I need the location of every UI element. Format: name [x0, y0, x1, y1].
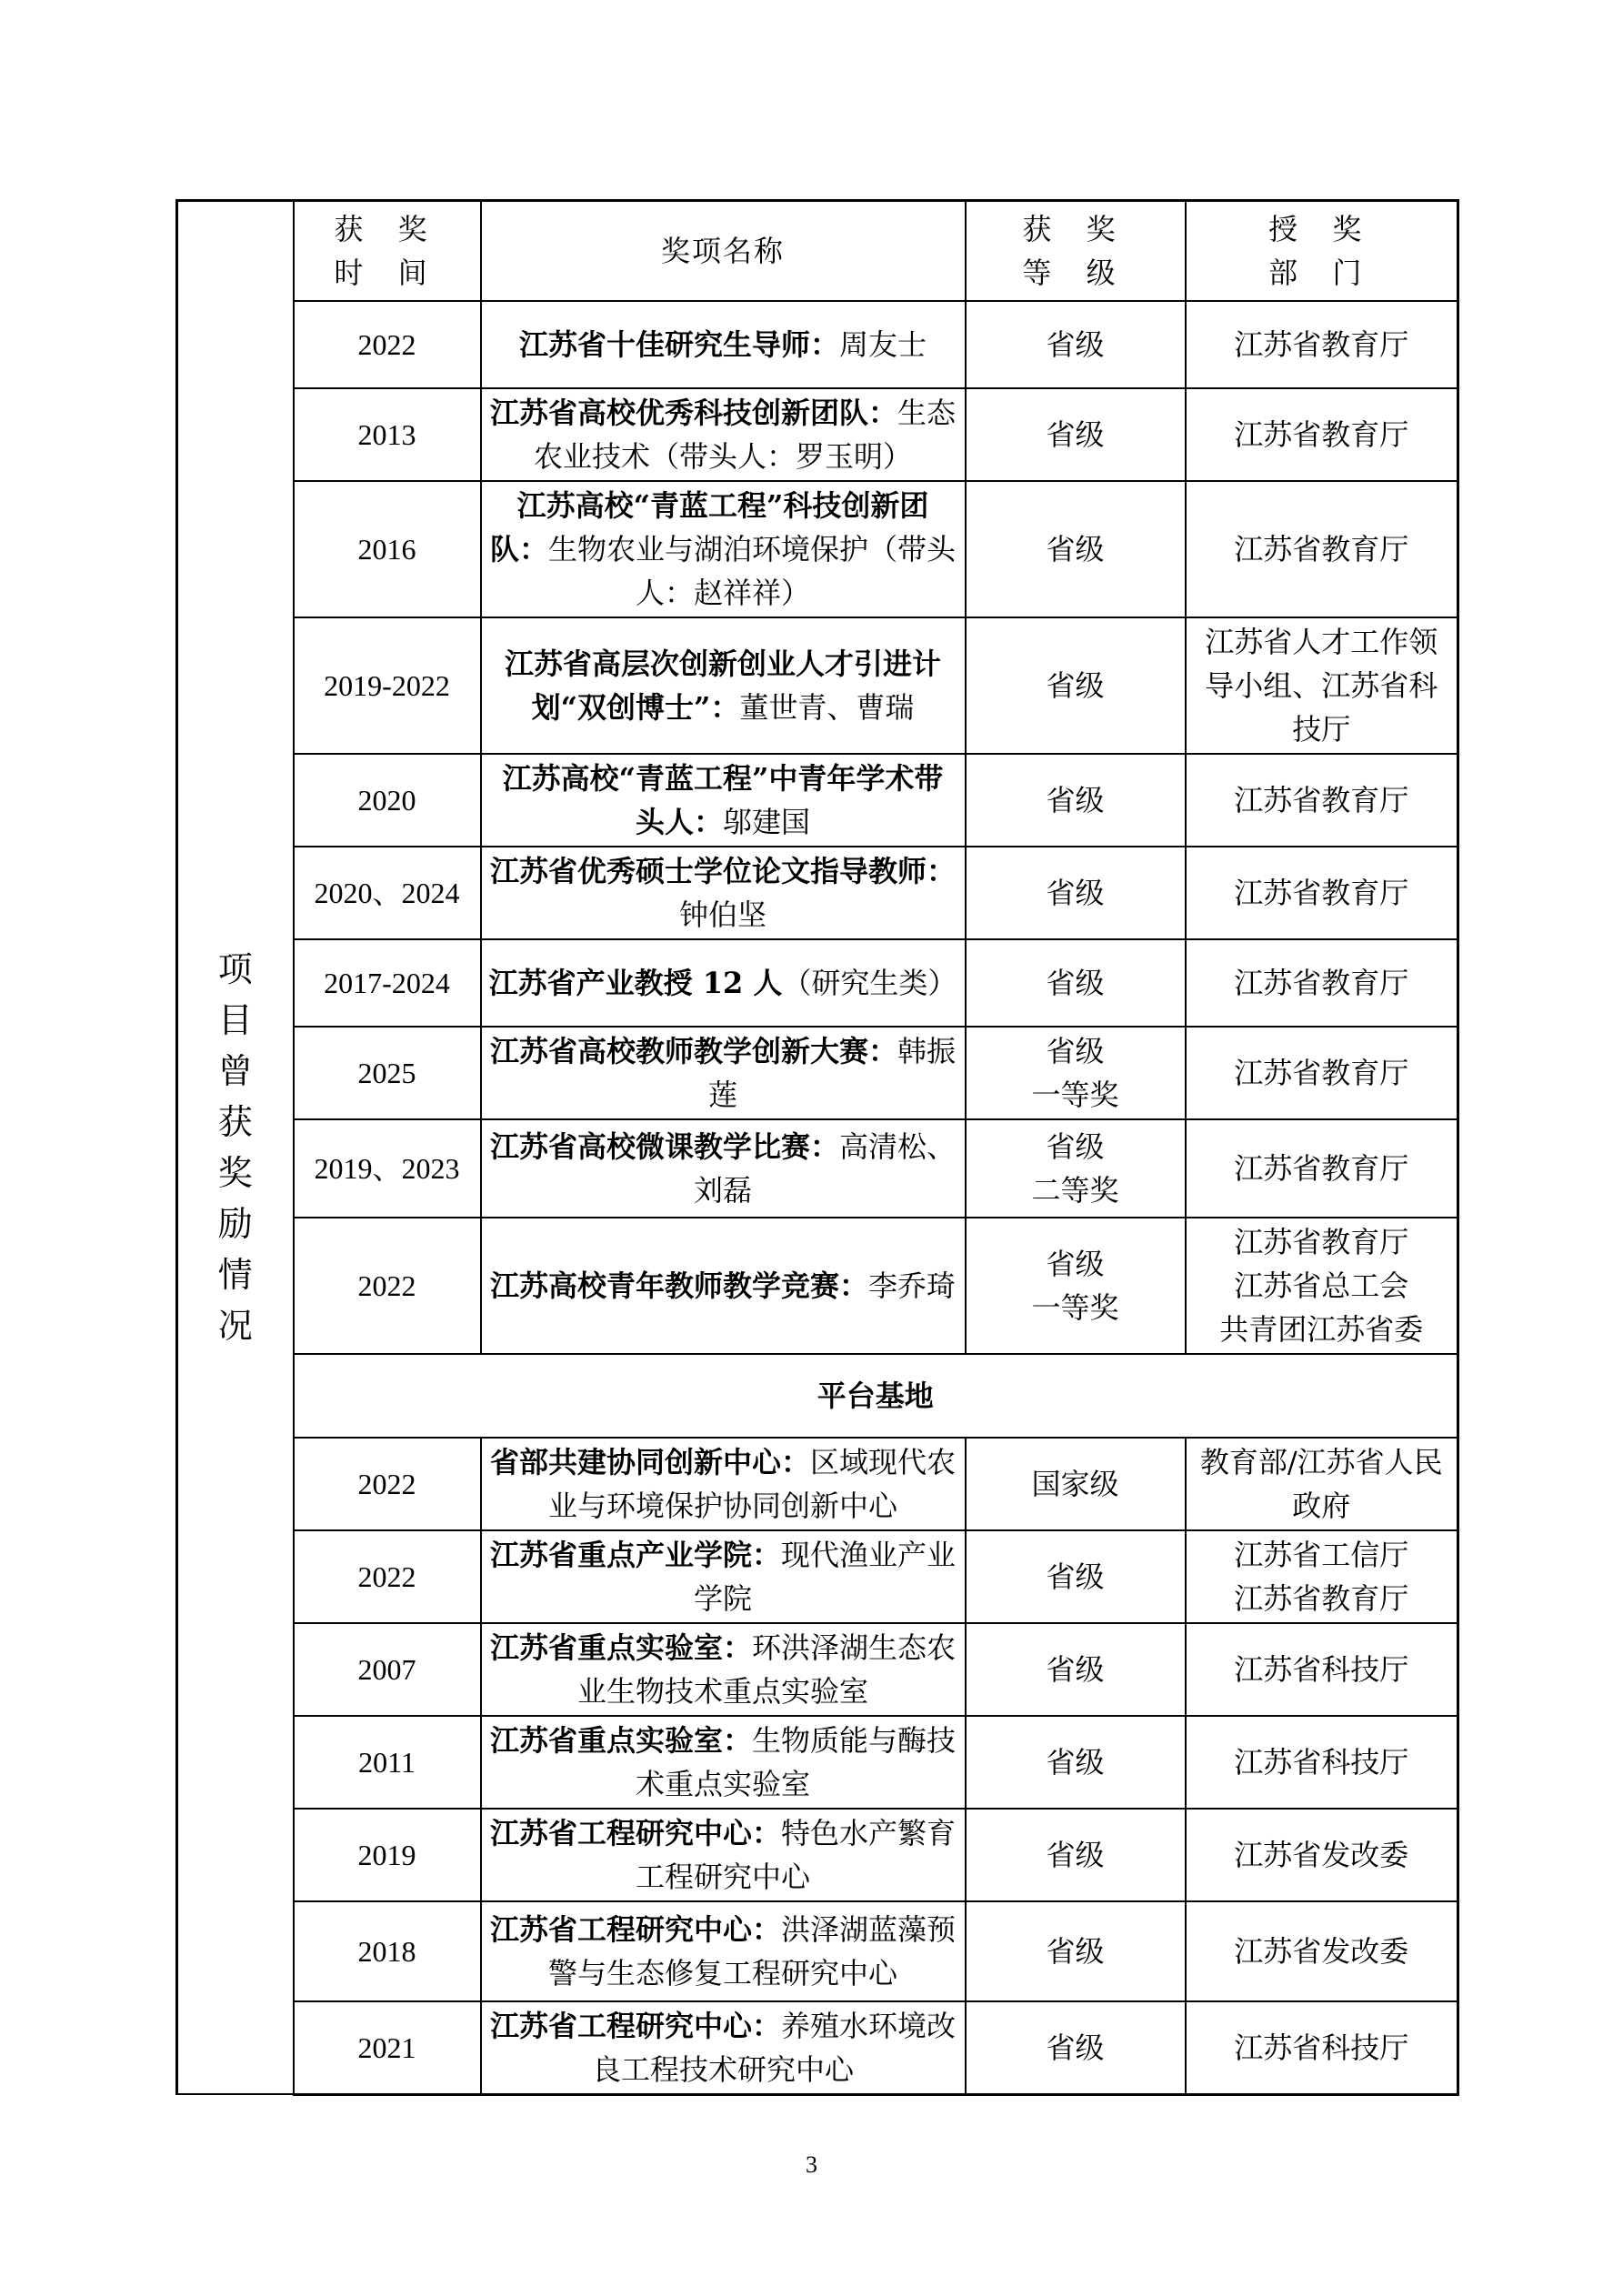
dept-cell — [1186, 388, 1458, 481]
award-name-cell — [481, 1623, 966, 1716]
dept-cell — [1186, 939, 1458, 1027]
dept-cell — [1186, 1623, 1458, 1716]
grade-line: 省级 — [1046, 416, 1105, 452]
time-cell: 2022 — [294, 301, 481, 388]
grade-cell — [966, 1027, 1186, 1119]
dept-cell — [1186, 1438, 1458, 1530]
dept-cell — [1186, 1119, 1458, 1218]
grade-line: 二等奖 — [1031, 1172, 1119, 1208]
grade-line: 一等奖 — [1031, 1077, 1119, 1112]
award-name-cell — [481, 1027, 966, 1119]
platform-row — [177, 1901, 1458, 2001]
page-number: 3 — [806, 2151, 817, 2178]
award-name-cell — [481, 1119, 966, 1218]
grade-line: 省级 — [1046, 1744, 1105, 1780]
dept-line: 江苏省科技厅 — [1234, 1744, 1409, 1780]
award-title: 江苏省优秀硕士学位论文指导教师： — [489, 853, 956, 888]
dept-line: 江苏省教育厅 — [1234, 875, 1409, 910]
award-row — [177, 1119, 1458, 1218]
time-cell: 2022 — [294, 1218, 481, 1354]
grade-line: 省级 — [1046, 875, 1105, 910]
award-name-cell — [481, 939, 966, 1027]
award-title: 江苏高校“青蓝工程”中青年学术带头人： — [502, 760, 944, 839]
dept-line: 江苏省教育厅 — [1234, 1055, 1409, 1090]
award-title: 江苏省高校优秀科技创新团队： — [489, 395, 897, 430]
award-title: 江苏省高校微课教学比赛： — [489, 1128, 839, 1164]
header-grade-line-2: 等 级 — [1022, 255, 1128, 290]
header-name: 奖项名称 — [481, 201, 966, 301]
award-detail: 养殖水环境改良工程技术研究中心 — [591, 2008, 957, 2087]
award-row — [177, 847, 1458, 939]
grade-line: 省级 — [1046, 1651, 1105, 1687]
award-title: 江苏省产业教授 12 人 — [488, 965, 783, 1000]
award-detail: 生物农业与湖泊环境保护（带头人：赵祥祥） — [548, 531, 957, 610]
header-dept-line-2: 部 门 — [1268, 255, 1375, 290]
award-row — [177, 481, 1458, 617]
header-grade-line-1: 获 奖 — [1022, 211, 1128, 246]
grade-line: 省级 — [1046, 531, 1105, 566]
grade-line: 省级 — [1046, 1559, 1105, 1594]
dept-line: 江苏省科技厅 — [1234, 2030, 1409, 2065]
dept-line: 教育部/江苏省人民政府 — [1199, 1444, 1443, 1523]
platform-row — [177, 1809, 1458, 1901]
award-detail: 董世青、曹瑞 — [739, 689, 915, 725]
platform-row — [177, 2001, 1458, 2095]
award-detail: 生态农业技术（带头人：罗玉明） — [533, 395, 957, 474]
dept-cell — [1186, 1901, 1458, 2001]
award-row — [177, 617, 1458, 754]
dept-line: 江苏省教育厅 — [1234, 531, 1409, 566]
dept-line: 共青团江苏省委 — [1219, 1311, 1424, 1347]
time-cell: 2019-2022 — [294, 617, 481, 754]
dept-cell — [1186, 1530, 1458, 1623]
grade-line: 国家级 — [1031, 1466, 1119, 1501]
grade-cell — [966, 1218, 1186, 1354]
award-detail: 李乔琦 — [868, 1268, 957, 1303]
awards-table — [175, 199, 1459, 2096]
platform-row — [177, 1716, 1458, 1809]
header-time-line-2: 时 间 — [334, 255, 440, 290]
award-name-cell — [481, 754, 966, 847]
grade-cell — [966, 754, 1186, 847]
award-row — [177, 754, 1458, 847]
time-cell: 2007 — [294, 1623, 481, 1716]
dept-line: 江苏省发改委 — [1234, 1837, 1409, 1872]
header-grade — [966, 201, 1186, 301]
grade-cell — [966, 617, 1186, 754]
award-detail: 邬建国 — [723, 804, 811, 839]
section-title: 平台基地 — [294, 1354, 1458, 1438]
dept-cell — [1186, 1027, 1458, 1119]
dept-line: 江苏省教育厅 — [1234, 965, 1409, 1000]
award-title: 江苏高校“青蓝工程”科技创新团队： — [489, 487, 929, 566]
time-cell: 2022 — [294, 1438, 481, 1530]
award-title: 江苏省工程研究中心： — [489, 2008, 781, 2043]
award-title: 江苏省重点实验室： — [489, 1722, 752, 1758]
award-row — [177, 1218, 1458, 1354]
grade-cell — [966, 847, 1186, 939]
side-label-cell — [177, 201, 294, 2095]
side-label: 项目曾获奖励情况 — [217, 949, 253, 1346]
time-cell: 2018 — [294, 1901, 481, 2001]
grade-line: 省级 — [1046, 667, 1105, 703]
dept-cell — [1186, 754, 1458, 847]
header-dept-line-1: 授 奖 — [1268, 211, 1375, 246]
award-detail: 现代渔业产业学院 — [693, 1537, 957, 1616]
dept-line: 江苏省工信厅 — [1234, 1537, 1409, 1572]
header-row — [177, 201, 1458, 301]
grade-cell — [966, 481, 1186, 617]
dept-line: 江苏省教育厅 — [1234, 1224, 1409, 1259]
time-cell: 2020、2024 — [294, 847, 481, 939]
platform-row — [177, 1530, 1458, 1623]
dept-line: 江苏省总工会 — [1234, 1268, 1409, 1303]
time-cell: 2017-2024 — [294, 939, 481, 1027]
award-name-cell — [481, 1716, 966, 1809]
grade-cell — [966, 388, 1186, 481]
grade-cell — [966, 939, 1186, 1027]
grade-line: 省级 — [1046, 782, 1105, 817]
grade-cell — [966, 2001, 1186, 2095]
award-row — [177, 939, 1458, 1027]
award-row — [177, 388, 1458, 481]
award-detail: 环洪泽湖生态农业生物技术重点实验室 — [576, 1629, 957, 1709]
dept-line: 江苏省人才工作领导小组、江苏省科技厅 — [1205, 624, 1438, 747]
award-detail: （研究生类） — [782, 965, 957, 1000]
award-name-cell — [481, 1438, 966, 1530]
award-detail: 韩振莲 — [707, 1033, 957, 1112]
award-title: 江苏省高层次创新创业人才引进计划“双创博士”： — [504, 646, 941, 725]
platform-row — [177, 1623, 1458, 1716]
award-title: 江苏省重点实验室： — [489, 1629, 752, 1665]
award-name-cell — [481, 1218, 966, 1354]
award-name-cell — [481, 301, 966, 388]
award-name-cell — [481, 2001, 966, 2095]
award-title: 江苏省重点产业学院： — [489, 1537, 781, 1572]
time-cell: 2025 — [294, 1027, 481, 1119]
award-name-cell — [481, 617, 966, 754]
grade-cell — [966, 1438, 1186, 1530]
dept-line: 江苏省教育厅 — [1234, 416, 1409, 452]
header-time — [294, 201, 481, 301]
grade-line: 省级 — [1046, 1128, 1105, 1164]
grade-line: 省级 — [1046, 965, 1105, 1000]
award-row — [177, 1027, 1458, 1119]
dept-cell — [1186, 617, 1458, 754]
grade-line: 省级 — [1046, 1033, 1105, 1068]
time-cell: 2020 — [294, 754, 481, 847]
award-title: 江苏省十佳研究生导师： — [518, 326, 839, 362]
award-title: 江苏省工程研究中心： — [489, 1911, 781, 1947]
time-cell: 2022 — [294, 1530, 481, 1623]
grade-line: 省级 — [1046, 2030, 1105, 2065]
grade-cell — [966, 1809, 1186, 1901]
grade-cell — [966, 1530, 1186, 1623]
award-detail: 特色水产繁育工程研究中心 — [635, 1815, 957, 1894]
award-title: 江苏省高校教师教学创新大赛： — [489, 1033, 897, 1068]
dept-cell — [1186, 1218, 1458, 1354]
award-name-cell — [481, 1901, 966, 2001]
grade-line: 省级 — [1046, 1837, 1105, 1872]
grade-line: 省级 — [1046, 1933, 1105, 1969]
award-row — [177, 301, 1458, 388]
dept-line: 江苏省教育厅 — [1234, 1150, 1409, 1186]
award-detail: 周友士 — [839, 326, 927, 362]
grade-cell — [966, 1623, 1186, 1716]
header-time-line-1: 获 奖 — [334, 211, 440, 246]
award-title: 江苏省工程研究中心： — [489, 1815, 781, 1850]
dept-cell — [1186, 481, 1458, 617]
grade-line: 省级 — [1046, 1246, 1105, 1281]
award-detail: 生物质能与酶技术重点实验室 — [635, 1722, 957, 1801]
grade-line: 省级 — [1046, 326, 1105, 362]
award-name-cell — [481, 388, 966, 481]
header-dept — [1186, 201, 1458, 301]
time-cell: 2021 — [294, 2001, 481, 2095]
grade-cell — [966, 301, 1186, 388]
time-cell: 2016 — [294, 481, 481, 617]
award-detail: 高清松、刘磊 — [693, 1128, 957, 1208]
dept-line: 江苏省教育厅 — [1234, 782, 1409, 817]
grade-cell — [966, 1119, 1186, 1218]
dept-line: 江苏省科技厅 — [1234, 1651, 1409, 1687]
time-cell: 2019、2023 — [294, 1119, 481, 1218]
grade-cell — [966, 1716, 1186, 1809]
time-cell: 2019 — [294, 1809, 481, 1901]
award-title: 江苏高校青年教师教学竞赛： — [489, 1268, 868, 1303]
dept-cell — [1186, 2001, 1458, 2095]
award-name-cell — [481, 481, 966, 617]
dept-cell — [1186, 847, 1458, 939]
dept-cell — [1186, 1716, 1458, 1809]
award-name-cell — [481, 847, 966, 939]
award-title: 省部共建协同创新中心： — [489, 1444, 810, 1479]
award-name-cell — [481, 1530, 966, 1623]
dept-line: 江苏省教育厅 — [1234, 326, 1409, 362]
dept-line: 江苏省发改委 — [1234, 1933, 1409, 1969]
award-name-cell — [481, 1809, 966, 1901]
dept-line: 江苏省教育厅 — [1234, 1580, 1409, 1616]
time-cell: 2013 — [294, 388, 481, 481]
award-detail: 钟伯坚 — [678, 897, 766, 932]
dept-cell — [1186, 1809, 1458, 1901]
grade-cell — [966, 1901, 1186, 2001]
award-detail: 区域现代农业与环境保护协同创新中心 — [547, 1444, 957, 1523]
platform-row — [177, 1438, 1458, 1530]
time-cell: 2011 — [294, 1716, 481, 1809]
section-row — [177, 1354, 1458, 1438]
award-detail: 洪泽湖蓝藻预警与生态修复工程研究中心 — [547, 1911, 957, 1990]
dept-cell — [1186, 301, 1458, 388]
grade-line: 一等奖 — [1031, 1289, 1119, 1325]
